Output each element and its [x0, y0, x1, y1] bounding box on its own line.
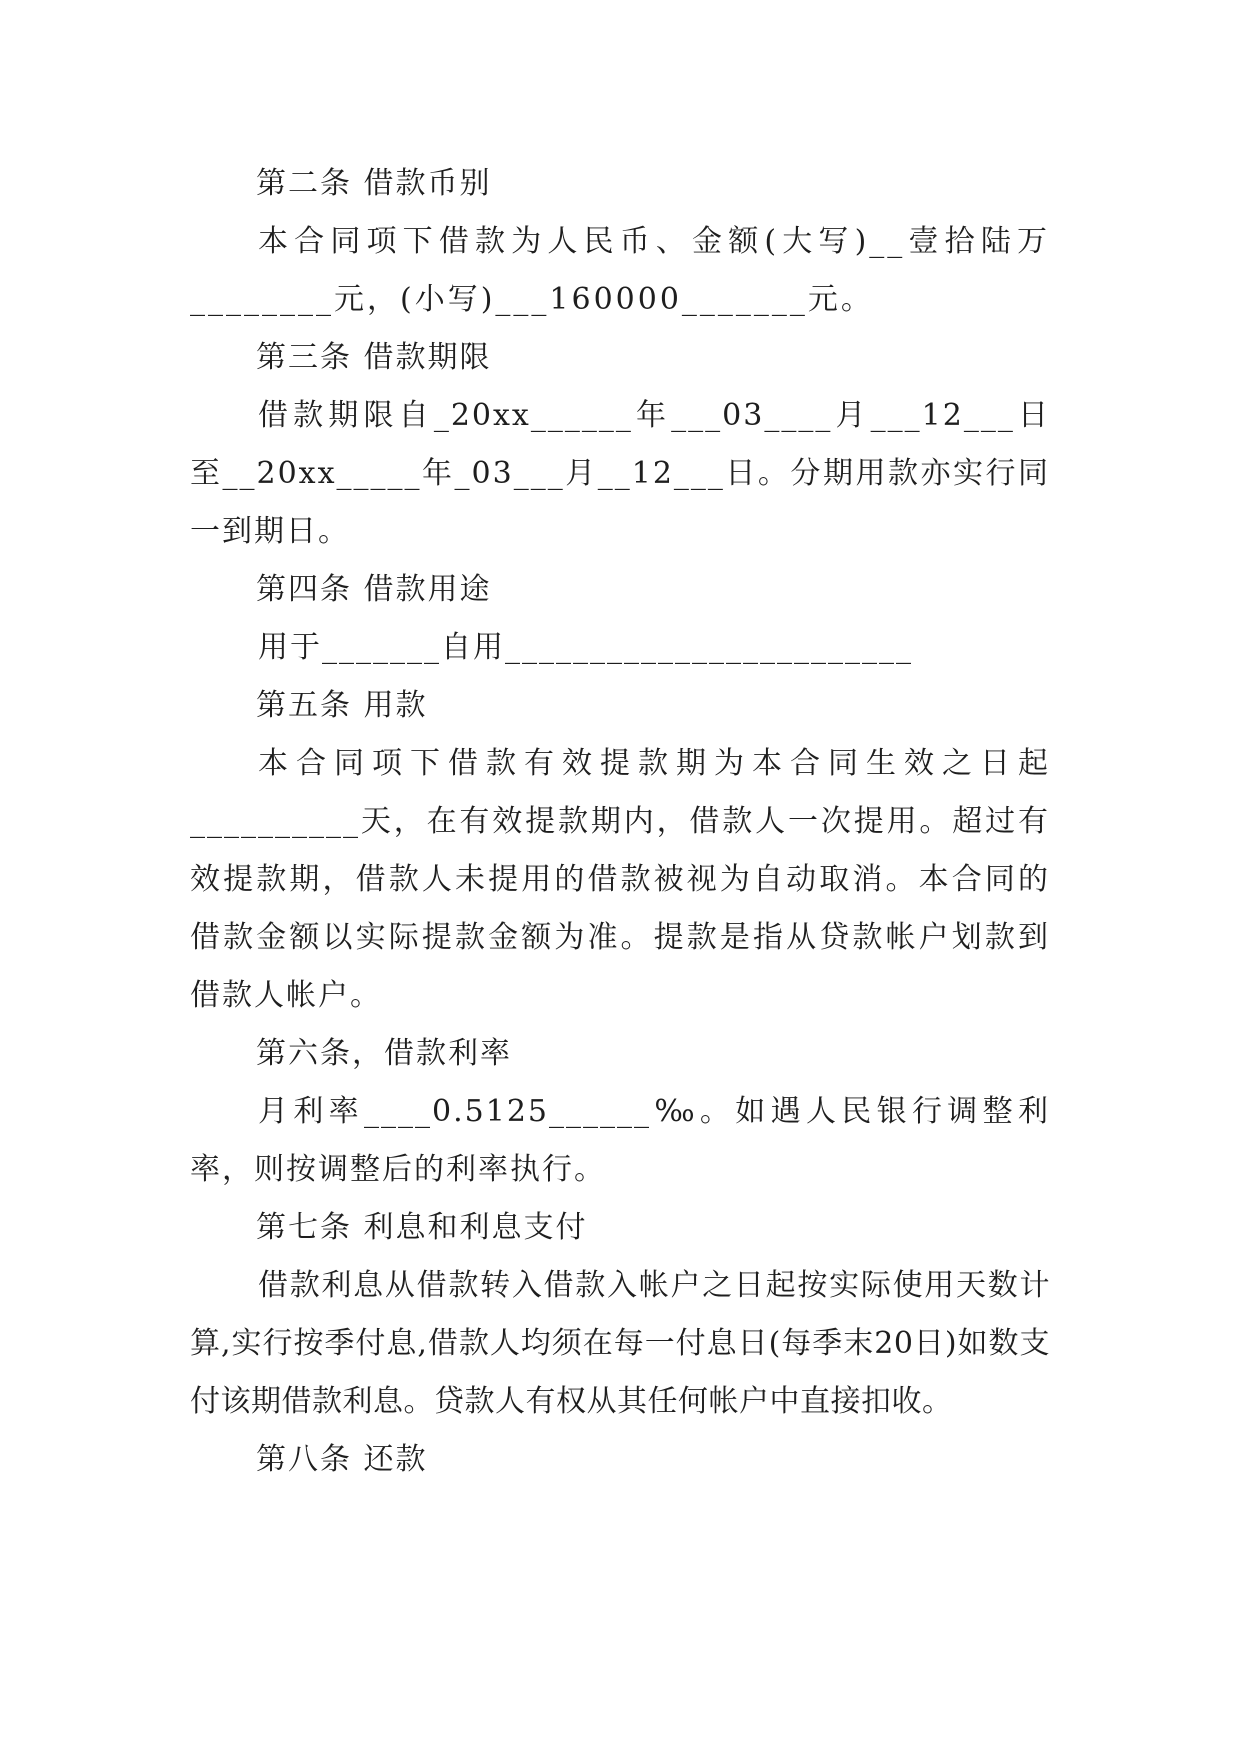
- article-4-body: 用于_______自用________________________: [258, 630, 913, 665]
- article-3-heading: 第三条 借款期限: [256, 340, 492, 375]
- contract-text: [190, 155, 1050, 1489]
- article-2-body: 本合同项下借款为人民币、金额(大写)__壹拾陆万________元，(小写)___160000_______元。: [190, 224, 1050, 317]
- article-7-body: 借款利息从借款转入借款入帐户之日起按实际使用天数计算,实行按季付息,借款人均须在每一付息日(每季末20日)如数支付该期借款利息。贷款人有权从其任何帐户中直接扣收。: [190, 1268, 1050, 1419]
- article-7-heading: 第七条 利息和利息支付: [256, 1210, 588, 1245]
- article-3-body: 借款期限自_20xx______年___03____月___12___日至__20xx_____年_03___月__12___日。分期用款亦实行同一到期日。: [190, 398, 1050, 549]
- article-8-heading: 第八条 还款: [256, 1442, 428, 1477]
- article-2-heading: 第二条 借款币别: [256, 166, 492, 201]
- article-5-body: 本合同项下借款有效提款期为本合同生效之日起__________天，在有效提款期内，借款人一次提用。超过有效提款期，借款人未提用的借款被视为自动取消。本合同的借款金额以实际提款金额为准。提款是指从贷款帐户划款到借款人帐户。: [190, 746, 1050, 1013]
- article-6-body: 月利率____0.5125______‰。如遇人民银行调整利率，则按调整后的利率执行。: [190, 1094, 1050, 1187]
- article-5-heading: 第五条 用款: [256, 688, 428, 723]
- article-4-heading: 第四条 借款用途: [256, 572, 492, 607]
- article-6-heading: 第六条，借款利率: [256, 1036, 512, 1071]
